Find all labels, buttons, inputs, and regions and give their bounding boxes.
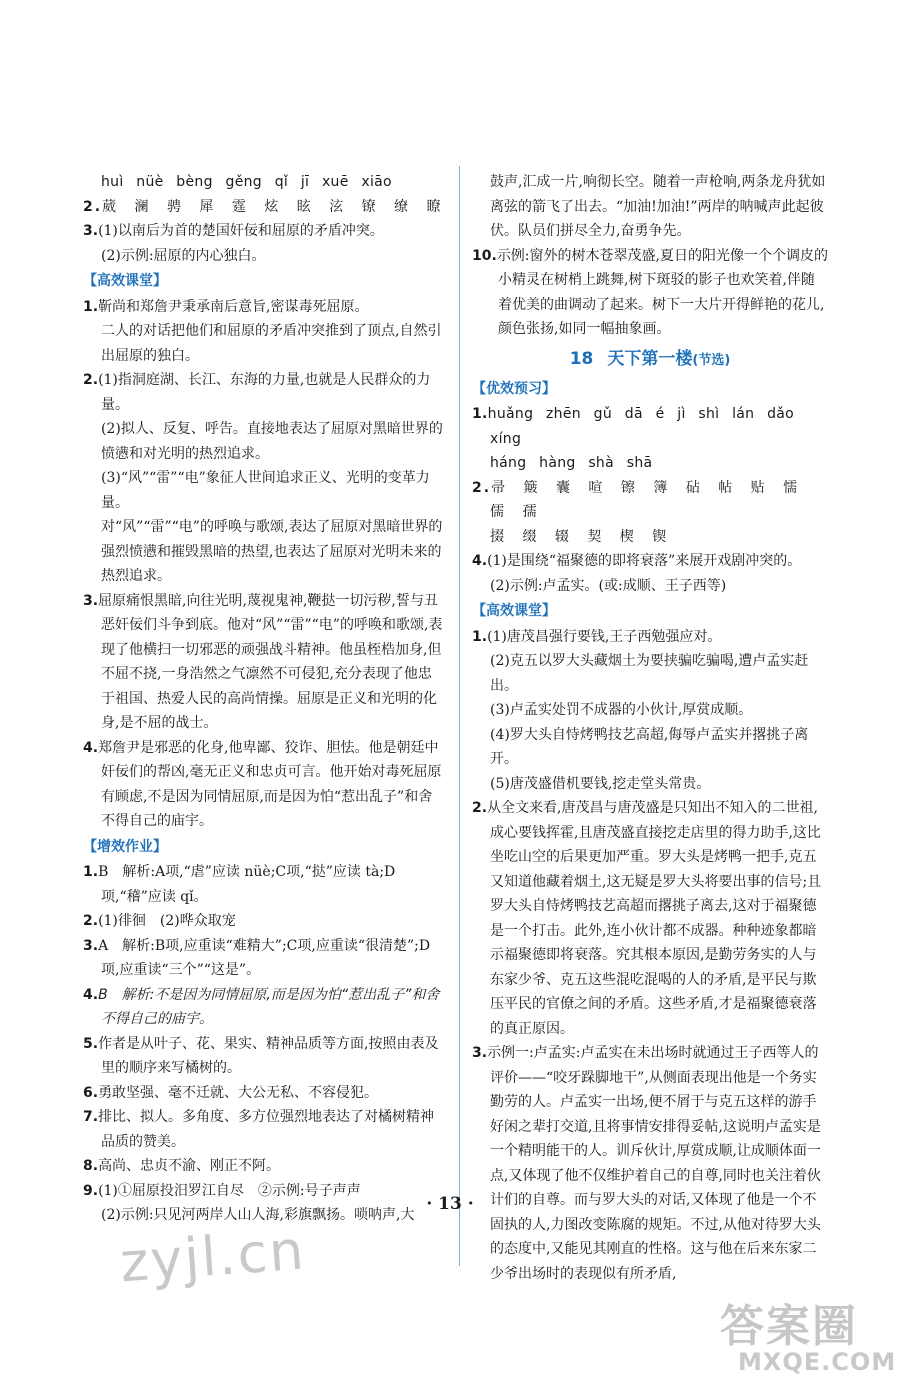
answer-text: 帚 簸 囊 喧 镲 簿 砧 帖 贴 懦 儒 孺	[490, 479, 800, 520]
section-heading: 【高效课堂】	[472, 603, 556, 619]
answer-subitem: (3)“风”“雷”“电”象征人世间追求正义、光明的变革力量。	[101, 470, 430, 511]
pinyin-line: huì nüè bèng gěng qǐ jī xuē xiāo	[101, 174, 392, 190]
answer-item	[472, 549, 828, 574]
right-column	[472, 170, 828, 1286]
answer-item	[472, 796, 828, 1041]
answer-subitem: (5)唐茂盛借机要钱,挖走堂头常贵。	[490, 775, 711, 792]
watermark-stamp	[720, 1290, 897, 1385]
answer-text: 葳 澜 骋 犀 霆 炫 眩 泫 镣 缭 瞭	[102, 198, 443, 215]
lesson-title	[472, 344, 828, 376]
answer-subitem: (2)示例:卢孟实。(或:成顺、王子西等)	[490, 577, 727, 594]
answer-item	[83, 736, 445, 834]
answer-continuation: 掇 缀 辍 契 楔 锲	[490, 528, 669, 545]
answer-text: 靳尚和郑詹尹秉承南后意旨,密谋毒死屈原。	[98, 298, 369, 315]
answer-item	[83, 195, 445, 220]
answer-continuation: 对“风”“雷”“电”的呼唤与歌颂,表达了屈原对黑暗世界的强烈愤懑和摧毁黑暗的热望,也表达了屈原对光明未来的热烈追求。	[101, 519, 443, 584]
answer-continuation: 鼓声,汇成一片,响彻长空。随着一声枪响,两条龙舟犹如离弦的箭飞了出去。“加油!加油!”两岸的呐喊声此起彼伏。队员们拼尽全力,奋勇争先。	[490, 174, 826, 239]
section-heading: 【增效作业】	[83, 838, 167, 855]
item-number: 1.	[83, 298, 99, 315]
answer-subitem: (2)克五以罗大头藏烟土为要挟骗吃骗喝,遭卢孟实赶出。	[490, 653, 809, 694]
answer-item	[472, 244, 828, 342]
watermark-logo: zyjl.cn	[118, 1218, 308, 1295]
answer-item	[83, 219, 445, 244]
answer-item	[472, 476, 828, 525]
answer-text: 示例:窗外的树木苍翠茂盛,夏日的阳光像一个个调皮的小精灵在树梢上跳舞,树下斑驳的影子也欢笑着,伴随着优美的曲调动了起来。树下一大片开得鲜艳的花儿,颜色张扬,如同一幅抽象画。	[496, 247, 828, 337]
item-number: 3.	[472, 1045, 488, 1061]
answer-text: 郑詹尹是邪恶的化身,他卑鄙、狡诈、胆怯。他是朝廷中奸佞们的帮凶,毫无正义和忠贞可言。他开始对毒死屈原有顾虑,不是因为同情屈原,而是因为怕“惹出乱子”和舍不得自己的庙宇。	[98, 739, 442, 829]
item-number: 3.	[83, 223, 99, 239]
answer-item	[83, 368, 445, 417]
pinyin-line: háng hàng shà shā	[490, 455, 653, 471]
answer-continuation: 二人的对话把他们和屈原的矛盾冲突推到了顶点,自然引出屈原的独白。	[101, 323, 442, 364]
left-column	[83, 170, 445, 1228]
answer-text: 屈原痛恨黑暗,向往光明,蔑视鬼神,鞭挞一切污秽,誓与丑恶奸佞们斗争到底。他对“风”“雷”“电”的呼唤和歌颂,表现了他横扫一切邪恶的顽强战斗精神。他虽桎梏加身,但不屈不挠,一身浩然之气凛然不可侵犯,充分表现了他忠于祖国、热爱人民的高尚情操。屈原是正义和光明的化身,是不屈的战士。	[98, 592, 443, 731]
item-number: 2.	[472, 479, 492, 496]
answer-text: B 解析:A项,“虐”应读 nüè;C项,“挞”应读 tà;D项,“稽”应读 qǐ。	[98, 864, 396, 905]
lesson-name: 天下第一楼	[607, 348, 693, 369]
item-number: 2.	[83, 198, 103, 215]
item-number: 2.	[83, 913, 99, 929]
item-number: 8.	[83, 1158, 99, 1174]
item-number: 4.	[472, 553, 488, 569]
item-number: 1.	[83, 864, 99, 880]
answer-item	[83, 860, 445, 909]
answer-item	[83, 934, 445, 983]
answer-text: 作者是从叶子、花、果实、精神品质等方面,按照由表及里的顺序来写橘树的。	[98, 1035, 439, 1076]
item-number: 6.	[83, 1084, 99, 1101]
answer-text: (1)徘徊 (2)哗众取宠	[98, 913, 236, 929]
answer-item	[83, 589, 445, 736]
column-divider	[459, 166, 460, 1266]
item-number: 1.	[472, 628, 488, 645]
answer-text: 高尚、忠贞不渝、刚正不阿。	[98, 1158, 281, 1174]
answer-item	[83, 295, 445, 320]
answer-subitem: (2)示例:只见河两岸人山人海,彩旗飘扬。唢呐声,大	[101, 1207, 415, 1223]
answer-item	[472, 402, 828, 451]
item-number: 3.	[83, 937, 99, 954]
answer-text: 示例一:卢孟实:卢孟实在未出场时就通过王子西等人的评价——“咬牙跺脚地干”,从侧面表现出他是一个务实勤劳的人。卢孟实一出场,便不屑于与克五这样的游手好闲之辈打交道,且将事情安排得妥帖,这说明卢孟实是一个精明能干的人。训斥伙计,厚赏成顺,让成顺体面一点,又体现了他不仅维护着自己的自尊,同时也关注着伙计们的自尊。而与罗大头的对话,又体现了他是一个不固执的人,力图改变陈腐的规矩。不过,从他对待罗大头的态度中,又能见其刚直的性格。这与他在后来东家二少爷出场时的表现似有所矛盾,	[487, 1045, 821, 1282]
answer-item	[83, 909, 445, 934]
answer-text: (1)唐茂昌强行要钱,王子西勉强应对。	[487, 628, 722, 645]
item-number: 4.	[83, 986, 99, 1003]
answer-text: (1)是围绕“福聚德的即将衰落”来展开戏剧冲突的。	[487, 553, 802, 569]
handwritten-answer: B 解析:不是因为同情屈原,而是因为怕“惹出乱子”和舍不得自己的庙宇。	[98, 986, 440, 1027]
lesson-note: (节选)	[692, 352, 731, 368]
item-number: 9.	[83, 1182, 99, 1199]
answer-item	[83, 983, 445, 1032]
item-number: 2.	[472, 800, 488, 816]
answer-item	[83, 1154, 445, 1179]
answer-item	[472, 625, 828, 650]
answer-text: (1)以南后为首的楚国奸佞和屈原的矛盾冲突。	[98, 223, 384, 239]
answer-text: 从全文来看,唐茂昌与唐茂盛是只知出不知入的二世祖,成心要钱挥霍,且唐茂盛直接挖走店里的得力助手,这比坐吃山空的后果更加严重。罗大头是烤鸭一把手,克五又知道他藏着烟土,这无疑是罗大头将要出事的信号;且罗大头自恃烤鸭技艺高超而撂挑子离去,这对于福聚德是一个打击。此外,连小伙计都不成器。种种迹象都暗示福聚德即将衰落。究其根本原因,是勤劳务实的人与东家少爷、克五这些混吃混喝的人的矛盾,是平民与欺压平民的官僚之间的矛盾。这些矛盾,才是福聚德衰落的真正原因。	[487, 800, 822, 1037]
watermark-url: MXQE.COM	[738, 1348, 897, 1376]
item-number: 1.	[472, 406, 488, 422]
answer-subitem: (2)拟人、反复、呼告。直接地表达了屈原对黑暗世界的愤懑和对光明的热烈追求。	[101, 421, 443, 462]
section-heading: 【优效预习】	[472, 380, 556, 397]
answer-text: A 解析:B项,应重读“难精大”;C项,应重读“很清楚”;D项,应重读“三个”“这是”。	[98, 937, 431, 978]
item-number: 3.	[83, 592, 99, 609]
lesson-number: 18	[569, 348, 594, 369]
section-heading: 【高效课堂】	[83, 273, 167, 289]
answer-subitem: (4)罗大头自恃烤鸭技艺高超,侮辱卢孟实并撂挑子离开。	[490, 726, 809, 767]
answer-item	[83, 1032, 445, 1081]
answer-text: (1)指洞庭湖、长江、东海的力量,也就是人民群众的力量。	[98, 372, 431, 413]
pinyin-line: huǎng zhēn gǔ dā é jì shì lán dǎo xíng	[487, 406, 795, 447]
page-number: · 13 ·	[426, 1194, 474, 1214]
item-number: 7.	[83, 1109, 99, 1125]
answer-item	[83, 1081, 445, 1106]
answer-subitem: (2)示例:屈原的内心独白。	[101, 247, 266, 264]
answer-item	[472, 1041, 828, 1286]
answer-text: (1)①屈原投汨罗江自尽 ②示例:号子声声	[98, 1182, 361, 1199]
item-number: 10.	[472, 247, 497, 264]
answer-subitem: (3)卢孟实处罚不成器的小伙计,厚赏成顺。	[490, 702, 753, 718]
answer-text: 排比、拟人。多角度、多方位强烈地表达了对橘树精神品质的赞美。	[98, 1109, 435, 1150]
item-number: 5.	[83, 1035, 99, 1052]
watermark-title: 答案圈	[720, 1301, 858, 1352]
answer-text: 勇敢坚强、毫不迁就、大公无私、不容侵犯。	[98, 1084, 379, 1101]
item-number: 4.	[83, 739, 99, 756]
answer-item	[83, 1105, 445, 1154]
item-number: 2.	[83, 372, 99, 388]
